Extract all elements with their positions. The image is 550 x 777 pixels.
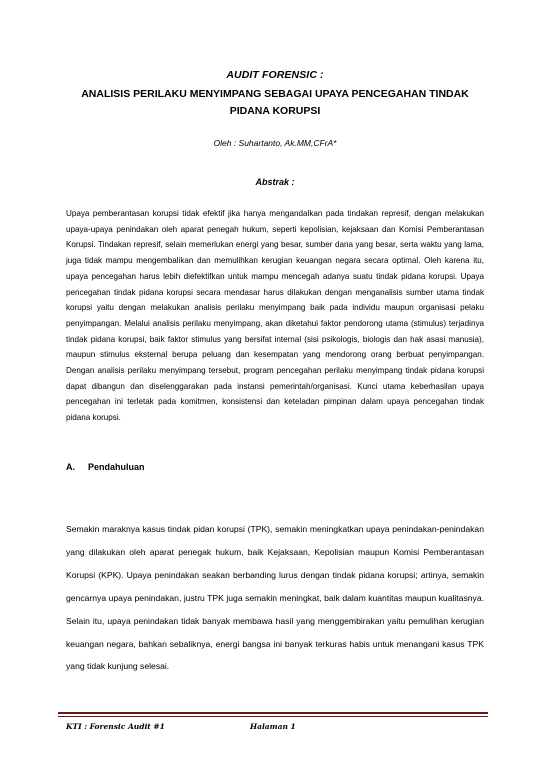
body-paragraph: Semakin maraknya kasus tindak pidan korupsi (TPK), semakin meningkatkan upaya penindakan-penindakan yang dilakukan oleh aparat penegak hukum, baik Kejaksaan, Kepolisian maupun Komisi Pemberantasan Korupsi (KPK). Upaya penindakan seakan berbanding lurus dengan tindak pidana korupsi; artinya, semakin gencarnya upaya penindakan, justru TPK juga semakin meningkat, baik dalam kuantitas maupun kualitasnya. Selain itu, upaya penindakan tidak banyak membawa hasil yang menggembirakan yaitu pemulihan kerugian keuangan negara, bahkan sebaliknya, energi bangsa ini banyak terkuras habis untuk menangani kasus TPK yang tidak kunjung selesai. [66, 524, 484, 672]
author-line: Oleh : Suhartanto, Ak.MM,CFrA* [213, 138, 337, 148]
footer-rule-thin [58, 716, 488, 717]
footer-rule-thick [58, 712, 488, 714]
document-title-line-1: AUDIT FORENSIC : [226, 69, 324, 81]
footer-document-label: KTI : Forensic Audit #1 [66, 722, 165, 731]
document-title-line-2: ANALISIS PERILAKU MENYIMPANG SEBAGAI UPAYA PENCEGAHAN TINDAK PIDANA KORUPSI [81, 88, 469, 117]
footer-page-number: Halaman 1 [250, 722, 296, 731]
abstract-heading: Abstrak : [255, 177, 295, 187]
section-heading [66, 462, 145, 472]
section-title: Pendahuluan [88, 462, 145, 472]
section-number: A. [66, 462, 75, 472]
abstract-paragraph: Upaya pemberantasan korupsi tidak efektif jika hanya mengandalkan pada tindakan represif, dengan melakukan upaya-upaya penindakan oleh aparat penegah hukum, seperti kepolisian, kejaksaan dan Komisi Pemberantasan Korupsi. Tindakan represif, selain memerlukan energi yang besar, sumber dana yang besar, serta waktu yang lama, juga tidak mampu mengembalikan dan memulihkan kerugian keuangan negara secara optimal. Oleh karena itu, upaya pencegahan harus lebih diefektifkan untuk mampu mencegah adanya suatu tindak pidana korupsi. Upaya pencegahan tindak pidana korupsi secara mendasar harus dilakukan dengan menganalisis sumber utama tindak korupsi yaitu dengan melakukan analisis perilaku menyimpang baik pada individu maupun organisasi pelaku penyimpangan. Melalui analisis perilaku menyimpang, akan diketahui faktor pendorong utama (stimulus) terjadinya tindak pidana korupsi, baik faktor stimulus yang bersifat internal (sisi psikologis, biologis dan hak asasi manusia), maupun stimulus eksternal berupa peluang dan kesempatan yang mendorong orang berbuat penyimpangan. Dengan analisis perilaku menyimpang tersebut, program pencegahan perilaku menyimpang tindak pidana korupsi dapat dibangun dan diselenggarakan pada instansi pemerintah/organisasi. Kunci utama keberhasilan upaya pencegahan ini terletak pada komitmen, konsistensi dan keteladan pimpinan dalam upaya pencegahan tindak pidana korupsi. [66, 209, 484, 423]
